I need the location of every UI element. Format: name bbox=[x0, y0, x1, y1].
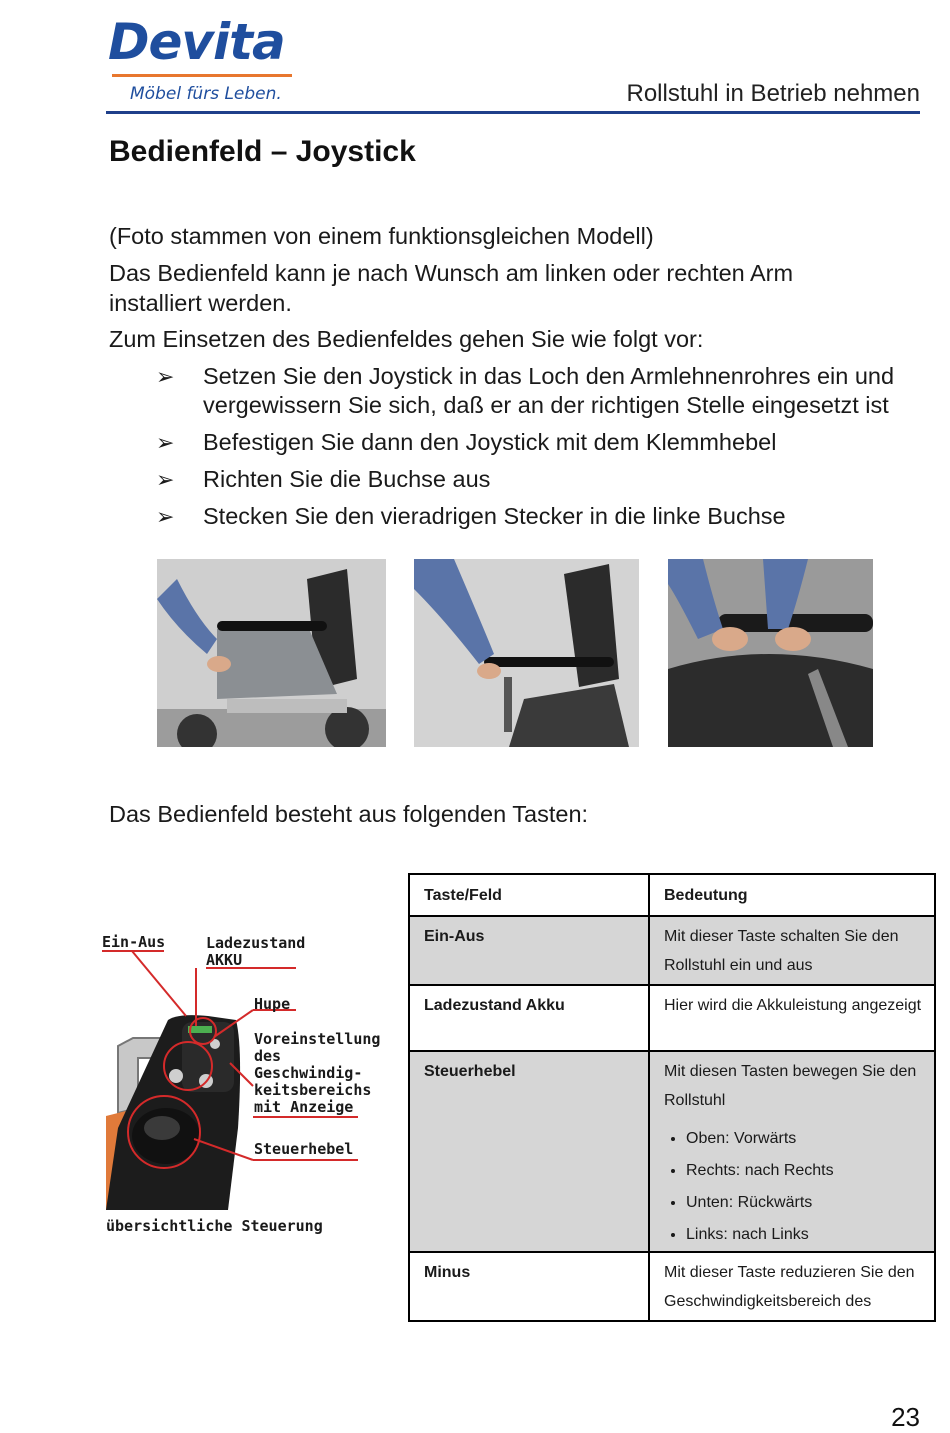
table-cell-meaning bbox=[649, 916, 935, 985]
list-item: • Rechts: nach Rechts bbox=[686, 1155, 924, 1187]
arrow-bullet-icon: ➢ bbox=[156, 364, 175, 389]
panel-label-ein-aus: Ein-Aus bbox=[102, 933, 166, 951]
meaning-text: Mit dieser Taste schalten Sie den Rollstuhl ein und aus bbox=[664, 928, 899, 974]
direction-list bbox=[664, 1123, 924, 1251]
list-item-text: Befestigen Sie dann den Joystick mit dem Klemmhebel bbox=[203, 429, 777, 455]
list-item-text: Setzen Sie den Joystick in das Loch den Armlehnenrohres ein und vergewissern Sie sich, daß er an der richtigen Stelle eingesetzt ist bbox=[203, 363, 895, 418]
list-item: • Links: nach Links bbox=[686, 1219, 924, 1251]
keys-table bbox=[408, 873, 936, 1322]
list-item: • Oben: Vorwärts bbox=[686, 1123, 924, 1155]
running-header: Rollstuhl in Betrieb nehmen bbox=[626, 80, 920, 107]
table-cell-key bbox=[409, 916, 649, 985]
table-row bbox=[409, 985, 935, 1051]
install-photo-3 bbox=[668, 559, 873, 747]
steps-lead: Zum Einsetzen des Bedienfeldes gehen Sie wie folgt vor: bbox=[109, 326, 704, 352]
panel-label-voreinstellung: Voreinstellung des Geschwindig- keitsbereichs mit Anzeige bbox=[254, 1030, 381, 1116]
arrow-bullet-icon: ➢ bbox=[156, 504, 175, 529]
list-item-text: Richten Sie die Buchse aus bbox=[203, 466, 491, 492]
joystick-panel-figure bbox=[78, 898, 388, 1254]
list-item-text: Stecken Sie den vieradrigen Stecker in die linke Buchse bbox=[203, 503, 786, 529]
table-header-cell: Bedeutung bbox=[649, 874, 935, 916]
install-photo-2 bbox=[414, 559, 639, 747]
table-row bbox=[409, 1252, 935, 1321]
brand-underline bbox=[112, 74, 292, 77]
install-photo-1 bbox=[157, 559, 386, 747]
table-cell-meaning bbox=[649, 985, 935, 1051]
arrow-bullet-icon: ➢ bbox=[156, 430, 175, 455]
header-rule bbox=[106, 111, 920, 114]
table-row bbox=[409, 916, 935, 985]
photo-note: (Foto stammen von einem funktionsgleichen Modell) bbox=[109, 223, 654, 249]
list-item: • Unten: Rückwärts bbox=[686, 1187, 924, 1219]
table-cell-meaning bbox=[649, 1252, 935, 1321]
table-cell-key bbox=[409, 1051, 649, 1252]
meaning-text: Mit dieser Taste reduzieren Sie den Geschwindigkeitsbereich des bbox=[664, 1264, 915, 1310]
arrow-bullet-icon: ➢ bbox=[156, 467, 175, 492]
panel-label-ladezustand: Ladezustand AKKU bbox=[206, 934, 306, 969]
table-row bbox=[409, 1051, 935, 1252]
panel-label-steuerhebel: Steuerhebel bbox=[254, 1140, 354, 1158]
page-number: 23 bbox=[891, 1402, 920, 1432]
brand-tagline: Möbel fürs Leben. bbox=[130, 84, 282, 104]
table-cell-key bbox=[409, 1252, 649, 1321]
brand-logo bbox=[108, 14, 298, 110]
panel-label-hupe: Hupe bbox=[254, 995, 291, 1013]
table-header-row bbox=[409, 874, 935, 916]
table-header-cell: Taste/Feld bbox=[409, 874, 649, 916]
meaning-text: Mit diesen Tasten bewegen Sie den Rollstuhl bbox=[664, 1063, 917, 1109]
key-label: Ladezustand Akku bbox=[424, 997, 565, 1014]
table-cell-meaning bbox=[649, 1051, 935, 1252]
key-label: Minus bbox=[424, 1264, 471, 1281]
key-label: Steuerhebel bbox=[424, 1063, 516, 1080]
brand-wordmark: Devita bbox=[108, 13, 285, 71]
key-label: Ein-Aus bbox=[424, 928, 485, 945]
install-note: Das Bedienfeld kann je nach Wunsch am linken oder rechten Arm installiert werden. bbox=[109, 260, 794, 316]
meaning-text: Hier wird die Akkuleistung angezeigt bbox=[664, 997, 922, 1014]
table-cell-key bbox=[409, 985, 649, 1051]
page-title: Bedienfeld – Joystick bbox=[109, 135, 416, 168]
keys-lead: Das Bedienfeld besteht aus folgenden Tasten: bbox=[109, 801, 589, 827]
panel-caption: übersichtliche Steuerung bbox=[106, 1217, 323, 1235]
